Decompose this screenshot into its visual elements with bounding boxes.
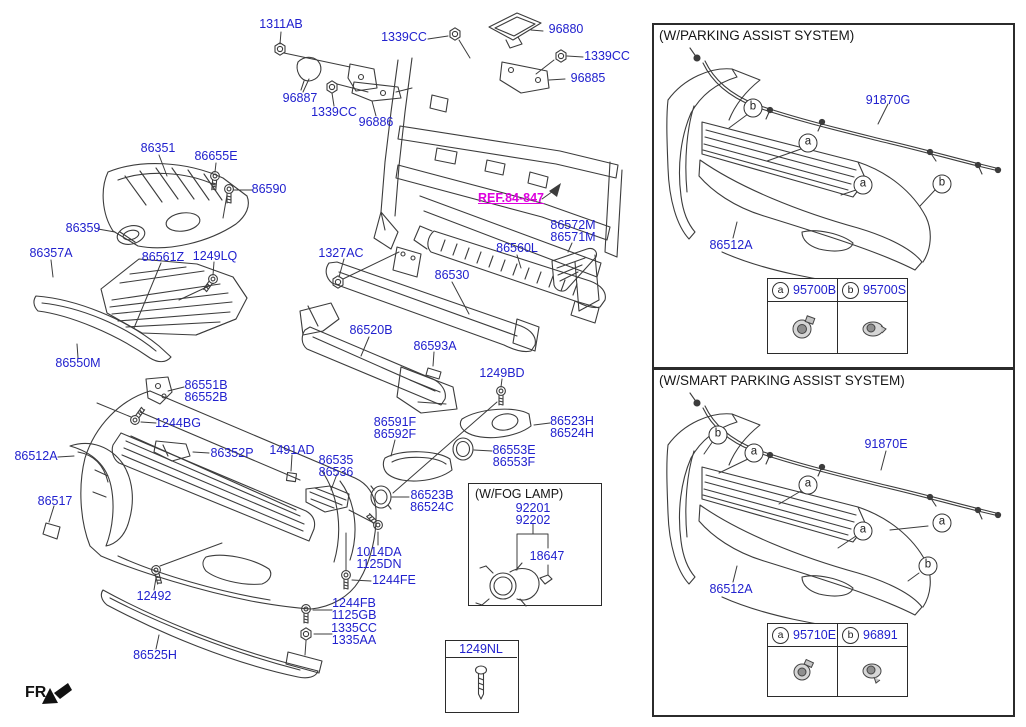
sensor-cell-b: [838, 279, 907, 301]
fog-lamp-drawing: [476, 563, 552, 606]
frame-drawing: [374, 58, 622, 311]
parking-sensor-icon: [855, 312, 891, 344]
circled-marker-b: b: [744, 99, 763, 118]
part-label-91870e[interactable]: 91870E: [864, 437, 908, 451]
part-label-1335cc-1335aa[interactable]: 1335CC 1335AA: [331, 621, 377, 647]
fog-box-title: (W/FOG LAMP): [475, 487, 564, 501]
part-label-96887[interactable]: 96887: [282, 91, 318, 105]
part-label-1244bg[interactable]: 1244BG: [155, 416, 201, 430]
part-label-96880[interactable]: 96880: [548, 22, 584, 36]
marker-a-icon: a: [772, 282, 789, 299]
marker-a-icon: a: [772, 627, 789, 644]
part-label-86517[interactable]: 86517: [37, 494, 73, 508]
circled-marker-a: a: [745, 444, 764, 463]
part-label-96886[interactable]: 96886: [358, 115, 394, 129]
part-label-86523b-86524c[interactable]: 86523B 86524C: [410, 488, 454, 514]
part-label-86525h[interactable]: 86525H: [133, 648, 177, 662]
part-label-86357a[interactable]: 86357A: [29, 246, 73, 260]
smart-box-title: (W/SMART PARKING ASSIST SYSTEM): [659, 373, 905, 388]
part-label-92201-92202[interactable]: 92201 92202: [515, 501, 551, 527]
part-label-86351[interactable]: 86351: [140, 141, 176, 155]
circled-marker-b: b: [709, 426, 728, 445]
moulding-strip-drawing: [34, 296, 171, 362]
part-label-86590[interactable]: 86590: [251, 182, 287, 196]
part-label-1339cc-top[interactable]: 1339CC: [381, 30, 427, 44]
part-label-1014da-1125dn[interactable]: 1014DA 1125DN: [356, 545, 402, 571]
sensor-cell-b: [838, 624, 907, 646]
parking-box-title: (W/PARKING ASSIST SYSTEM): [659, 28, 855, 43]
fr-direction-label: FR.: [25, 684, 51, 701]
fog-bezel-parts: [43, 377, 531, 539]
part-label-86551b-86552b[interactable]: 86551B 86552B: [184, 378, 228, 404]
sensor-96887-drawing: [297, 57, 321, 90]
part-label-1311ab[interactable]: 1311AB: [259, 17, 303, 31]
circled-marker-a: a: [933, 514, 952, 533]
part-label-86359[interactable]: 86359: [65, 221, 101, 235]
circled-marker-b: b: [919, 557, 938, 576]
part-label-18647[interactable]: 18647: [529, 549, 565, 563]
step-pad-86572m-drawing: [552, 248, 596, 291]
part-label-91870g[interactable]: 91870G: [865, 93, 911, 107]
part-label-1339cc-left[interactable]: 1339CC: [311, 105, 357, 119]
part-label-86530[interactable]: 86530: [434, 268, 470, 282]
part-label-86523h-86524h[interactable]: 86523H 86524H: [550, 414, 594, 440]
part-label-1249nl[interactable]: 1249NL: [459, 642, 503, 656]
part-label-86352p[interactable]: 86352P: [210, 446, 254, 460]
grille-drawing: [101, 259, 247, 335]
part-label-86560l[interactable]: 86560L: [496, 241, 538, 255]
part-code[interactable]: 96891: [863, 628, 898, 642]
circled-marker-a: a: [799, 134, 818, 153]
part-label-86572m-86571m[interactable]: 86572M 86571M: [550, 218, 596, 244]
part-label-1244fb-1125gb[interactable]: 1244FB 1125GB: [331, 596, 377, 622]
ref-arrowhead: [549, 183, 561, 197]
parking-sensor-icon: [785, 656, 821, 688]
part-label-86512a-box1[interactable]: 86512A: [709, 238, 753, 252]
sensor-a-image: [768, 647, 838, 696]
part-label-86550m[interactable]: 86550M: [55, 356, 101, 370]
sensor-table-parking: [767, 278, 908, 354]
circled-marker-a: a: [799, 476, 818, 495]
sensor-a-image: [768, 302, 838, 353]
circled-marker-a: a: [854, 522, 873, 541]
sensor-b-image: [838, 302, 907, 353]
parking-sensor-icon: [855, 656, 891, 688]
part-label-86535-86536[interactable]: 86535 86536: [318, 453, 354, 479]
part-label-86512a-box2[interactable]: 86512A: [709, 582, 753, 596]
sensor-cell-a: [768, 624, 838, 646]
bracket-96885-drawing: [500, 62, 549, 93]
part-code[interactable]: 95710E: [793, 628, 837, 642]
part-label-1327ac[interactable]: 1327AC: [318, 246, 364, 260]
part-label-86520b[interactable]: 86520B: [349, 323, 393, 337]
part-code[interactable]: 95700S: [863, 283, 907, 297]
parking-sensor-icon: [785, 312, 821, 344]
part-label-86655e[interactable]: 86655E: [194, 149, 238, 163]
part-label-1249bd[interactable]: 1249BD: [479, 366, 525, 380]
part-label-1491ad[interactable]: 1491AD: [269, 443, 315, 457]
marker-b-icon: b: [842, 282, 859, 299]
part-label-86512a[interactable]: 86512A: [14, 449, 58, 463]
lower-lip-drawing: [101, 590, 322, 678]
part-label-1244fe[interactable]: 1244FE: [372, 573, 416, 587]
marker-b-icon: b: [842, 627, 859, 644]
circled-marker-a: a: [854, 176, 873, 195]
part-label-1249lq[interactable]: 1249LQ: [192, 249, 238, 263]
bracket-mid-drawing: [348, 64, 377, 91]
sensor-cell-a: [768, 279, 838, 301]
circled-marker-b: b: [933, 175, 952, 194]
sensor-b-image: [838, 647, 907, 696]
part-label-96885[interactable]: 96885: [570, 71, 606, 85]
sensor-table-smart: [767, 623, 908, 697]
part-code[interactable]: 95700B: [793, 283, 837, 297]
part-label-12492[interactable]: 12492: [136, 589, 172, 603]
part-label-86553e-86553f[interactable]: 86553E 86553F: [492, 443, 536, 469]
part-label-ref-84-847[interactable]: REF.84-847: [477, 191, 545, 205]
part-label-86561z[interactable]: 86561Z: [141, 250, 185, 264]
grille-shield-drawing: [103, 164, 248, 248]
part-label-86591f-86592f[interactable]: 86591F 86592F: [373, 415, 417, 441]
part-label-1339cc-right[interactable]: 1339CC: [584, 49, 630, 63]
part-label-86593a[interactable]: 86593A: [413, 339, 457, 353]
